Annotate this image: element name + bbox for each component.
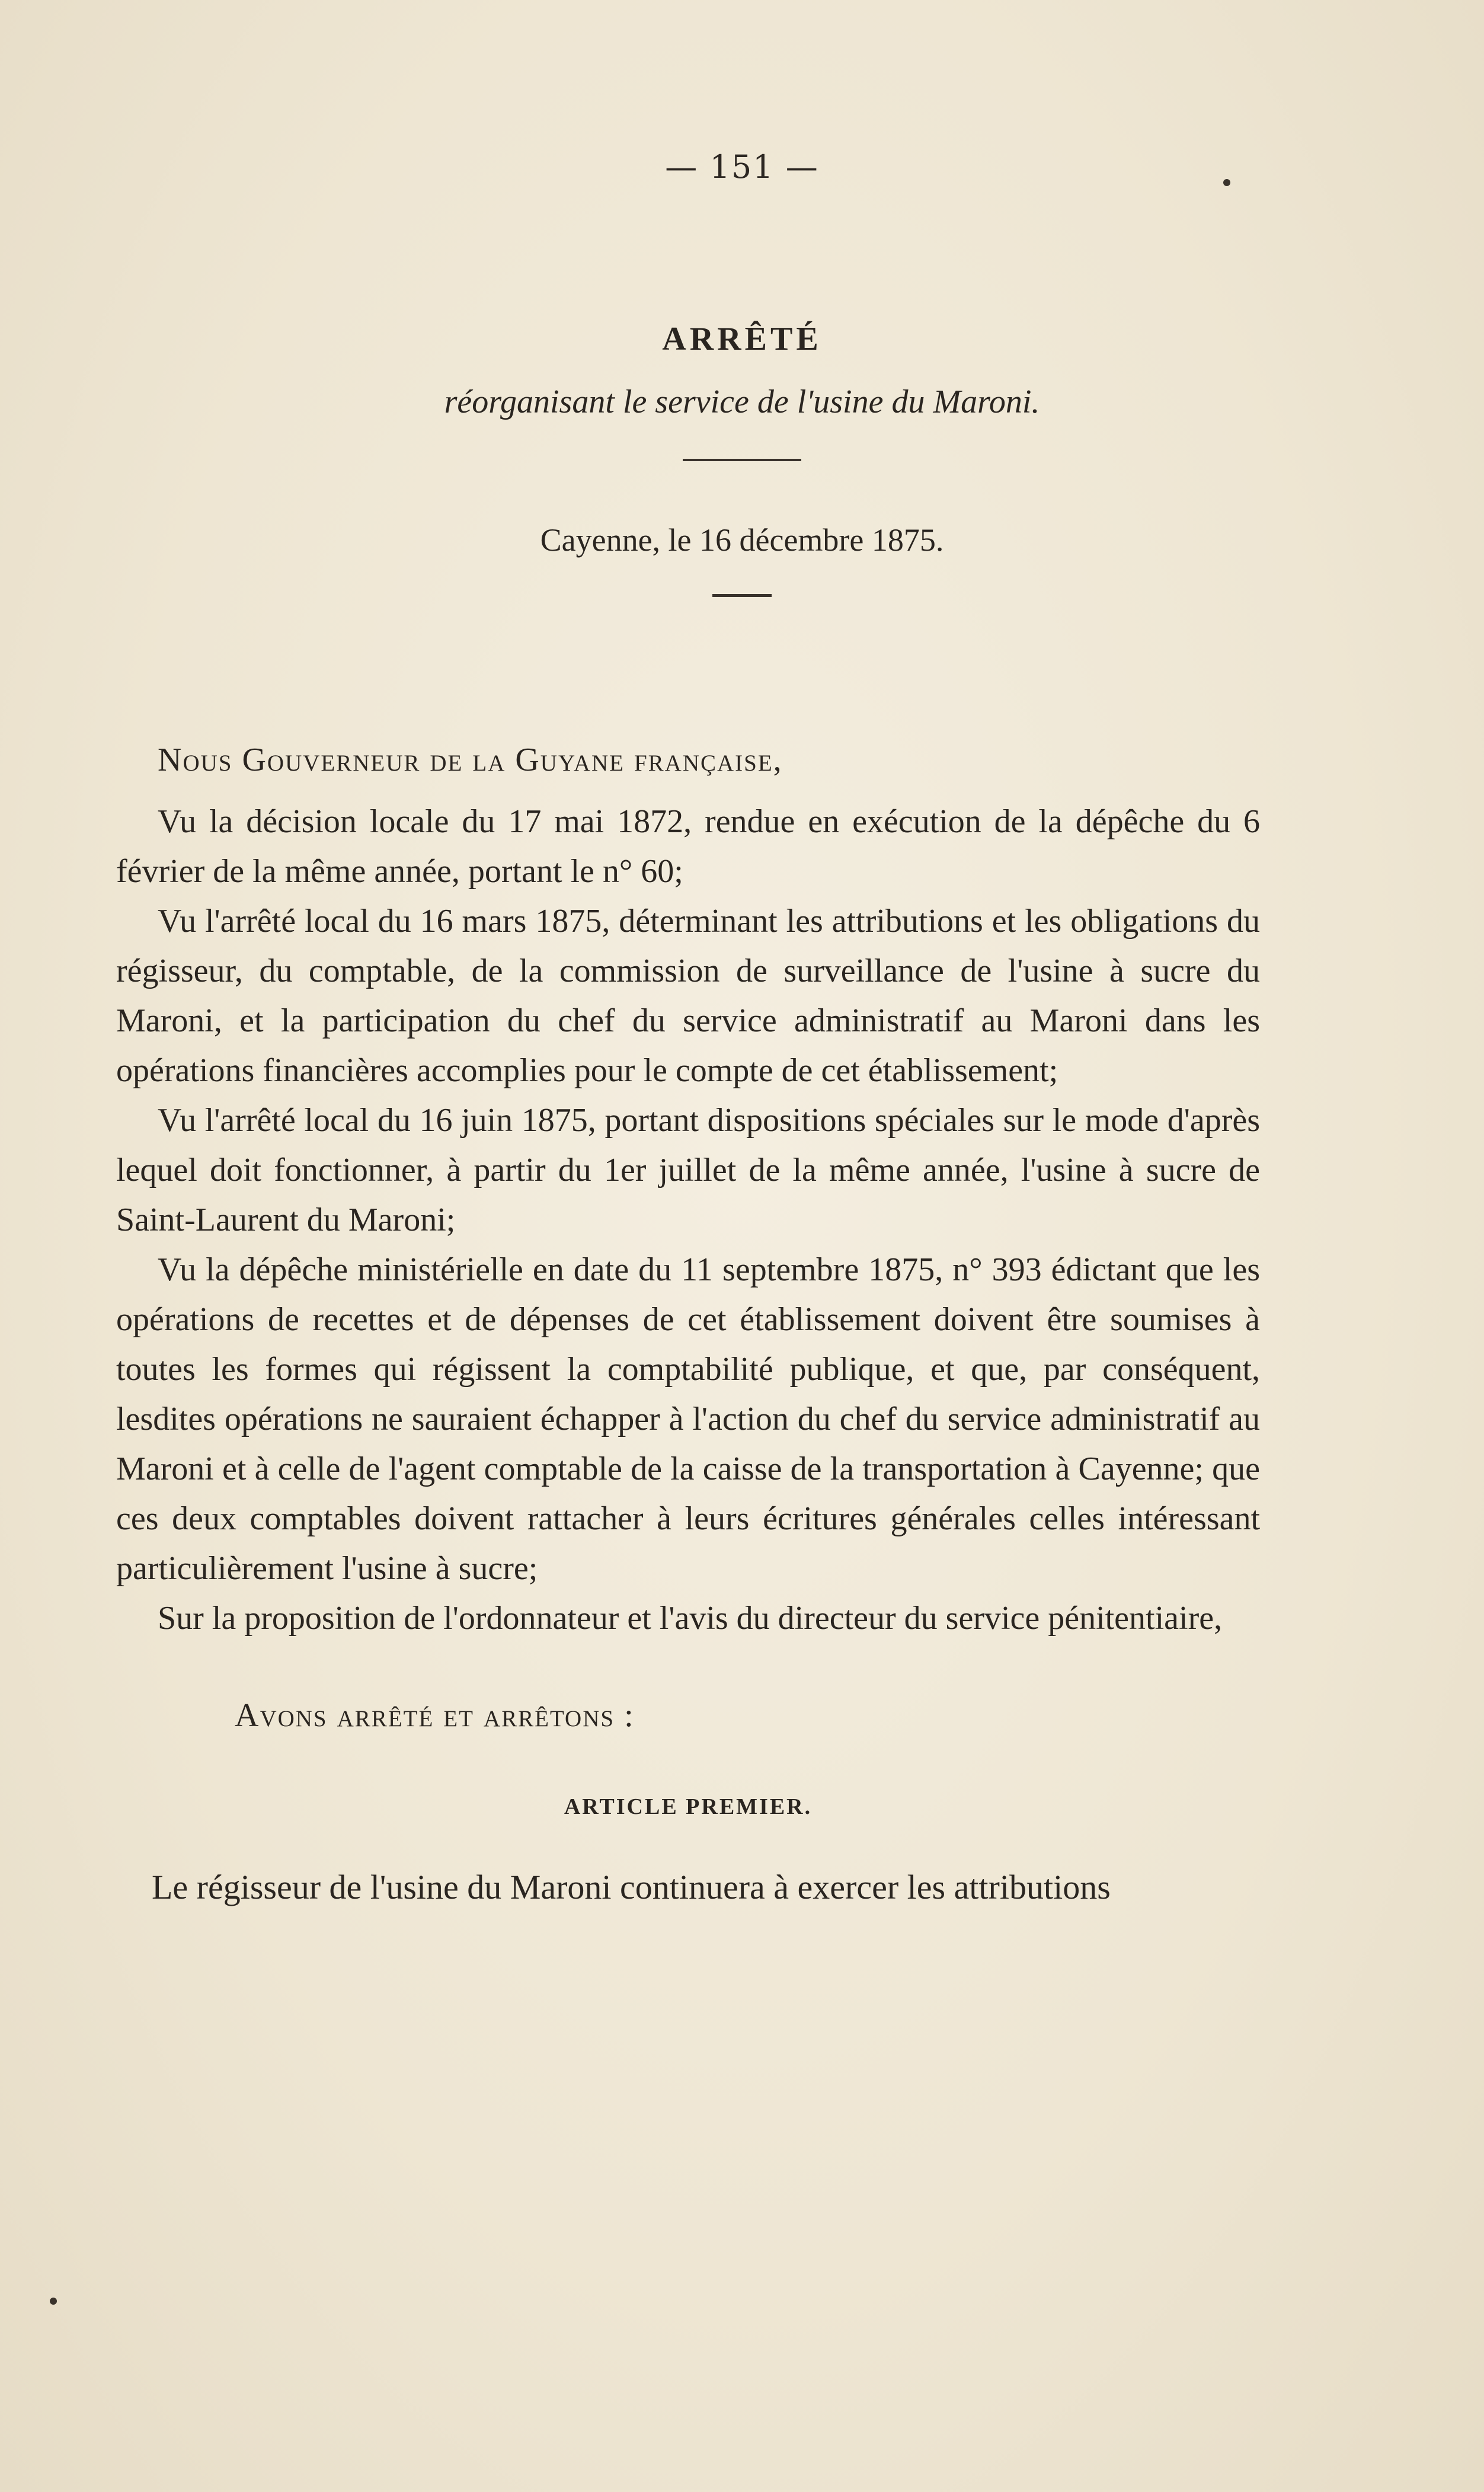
document-header: [0, 320, 1484, 597]
decree-formula: Avons arrêté et arrêtons :: [235, 1697, 635, 1734]
ink-speck: [1223, 179, 1230, 186]
ink-speck: [50, 2298, 57, 2305]
document-title: ARRÊTÉ: [662, 321, 822, 357]
title-divider: [683, 459, 801, 461]
paragraph-5: Sur la proposition de l'ordonnateur et l'avis du directeur du service pénitentiaire,: [158, 1600, 1223, 1637]
page-number: — 151 —: [665, 148, 819, 186]
dateline: Cayenne, le 16 décembre 1875.: [540, 522, 944, 558]
paragraph-3: Vu l'arrêté local du 16 juin 1875, portant dispositions spéciales sur le mode d'après lequel doit fonctionner, à partir du 1er juillet de la même année, l'usine à sucre de Saint-Laurent du Maroni;: [116, 1102, 1260, 1238]
paragraph-4: Vu la dépêche ministérielle en date du 11 septembre 1875, n° 393 édictant que les opérations de recettes et de dépenses de cet établissement doivent être soumises à toutes les formes qui régissent la comptabilité publique, et que, par conséquent, lesdites opérations ne sauraient échapper à l'action du chef du service administratif au Maroni et à celle de l'agent comptable de la caisse de la transportation à Cayenne; que ces deux comptables doivent rattacher à leurs écritures générales celles intéressant particulièrement l'usine à sucre;: [116, 1251, 1260, 1587]
article-text: Le régisseur de l'usine du Maroni continuera à exercer les attributions: [152, 1868, 1111, 1906]
paragraph-2: Vu l'arrêté local du 16 mars 1875, déterminant les attributions et les obligations du régisseur, du comptable, de la commission de surveillance de l'usine à sucre du Maroni, et la participation du chef du service administratif au Maroni dans les opérations financières accomplies pour le compte de cet établissement;: [116, 903, 1260, 1089]
document-body: [116, 735, 1260, 1947]
paragraph-1: Vu la décision locale du 17 mai 1872, rendue en exécution de la dépêche du 6 février de la même année, portant le n° 60;: [116, 803, 1260, 890]
article-heading: ARTICLE PREMIER.: [564, 1794, 813, 1819]
document-subtitle: réorganisant le service de l'usine du Maroni.: [444, 384, 1040, 420]
dateline-divider: [712, 594, 772, 597]
governor-line: Nous Gouverneur de la Guyane française,: [158, 742, 783, 778]
